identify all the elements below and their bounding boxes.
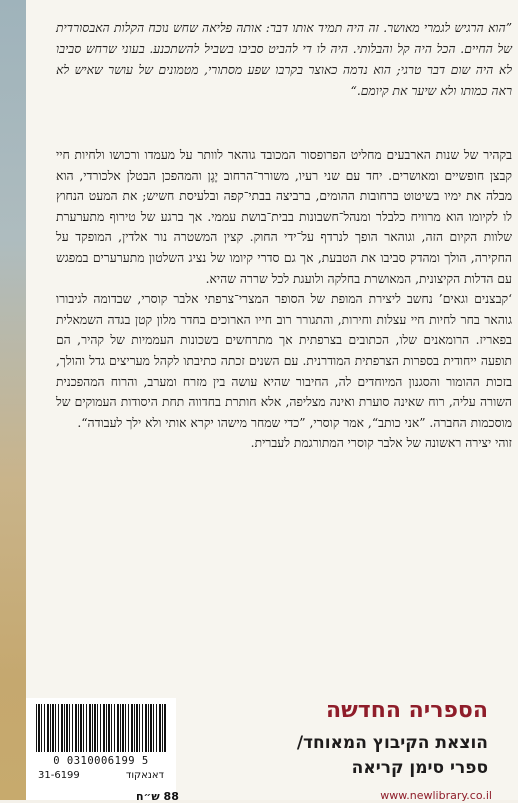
barcode-number: 0 0310006199 5 bbox=[53, 755, 149, 767]
blurb-paragraph-1: בקהיר של שנות הארבעים מחליט הפרופסור המכובד גוהאר לוותר על מעמדו ורכושו ולחיות חיי קבצן חופשיים ומאושרים. יחד עם שני רעיו, משורר־הרחוב יֶגֶן והמהפכן הבטלן אלכורדי, הוא מבלה את ימיו בשיטוט ברחובות ההומים, ברביצה בבתי־קפה ובלעיסת חשיש; את המעט הנחוץ לו לקיומו הוא מרוויח כלבלר ומנהל־חשבונות בבית־בושת עממי. אך ברגע של טירוף מתערערת שלוות הקיום הזה, וגוהאר הופך לנרדף על־ידי החוק. קצין המשטרה נור אלדין, המופקד על החקירה, הולך ומהדק סביבו את הטבעת, אך גם סדרי קיומו של נציג השלטון מתערערים במפגש עם הדלות הקיצונית, המאושרת בחלקה ולועגת לכל שררה שהיא. bbox=[56, 148, 512, 286]
publisher-website: www.newlibrary.co.il bbox=[380, 789, 492, 802]
blurb bbox=[56, 145, 512, 454]
blurb-closing: זוהי יצירה ראשונה של אלבר קוסרי המתורגמת לעברית. bbox=[250, 436, 512, 451]
cover-art-strip bbox=[0, 0, 26, 800]
catalog-code: 31-6199 bbox=[38, 770, 80, 781]
back-cover bbox=[26, 0, 518, 803]
barcode-graphic bbox=[36, 704, 166, 752]
cover-quote: ”הוא הרגיש לגמרי מאושר. זה היה תמיד אותו דבר: אותה פליאה שחש נוכח הקלות האבסורדית של החיים. הכל היה קל והבלותי. היה לו די להביט סביבו בשביל להשתכנע. בעוני שרחש סביבו לא היה שום דבר טרגי; הוא נדמה כאוצר בקרבו שפע מסתורי, מטמונים של עושר שאיש לא ראה כמותו ולא שיער את קיומם.“ bbox=[56, 21, 512, 98]
barcode-area bbox=[26, 698, 176, 800]
blurb-paragraph-2: ‘קבצנים וגאים’ נחשב ליצירת המופת של הסופר המצרי־צרפתי אלבר קוסרי, שבדומה לגיבורו גוהאר בחר לחיות חיי עצלות וחירות, והתגורר רוב חייו הארוכים בחדר מלון קטן בגדה השמאלית בפאריז. הרומאנים שלו, הכתובים בצרפתית אך מתרחשים בשכונות העממיות של קהיר, הם תופעה ייחודית בספרות הצרפתית המודרנית. עם השנים זכתה כתיבתו לקהל מעריצים גדל והולך, בזכות ההומור והסגנון המיוחדים לה, החיבור שהיא עושה בין מזרח ומערב, והרוח המהפכנית השורה עליה, רוח שאינה סוערת ואינה מצליפה, אלא חותרת בחדווה תחת היסודות העמוקים של מוסכמות החברה. ”אני כותב“, אמר קוסרי, ”כדי שמחר מישהו יקרא אותי ולא ילך לעבודה“. bbox=[56, 292, 512, 430]
publisher-line-1: הוצאת הקיבוץ המאוחד/ bbox=[296, 733, 488, 753]
price-label: 88 ש״ח bbox=[136, 790, 179, 803]
publisher-line-2: ספרי סימן קריאה bbox=[351, 758, 488, 778]
catalog-label: דאנאקוד bbox=[125, 770, 164, 781]
catalog-line bbox=[38, 770, 164, 781]
publisher-name: הספריה החדשה bbox=[326, 698, 488, 723]
